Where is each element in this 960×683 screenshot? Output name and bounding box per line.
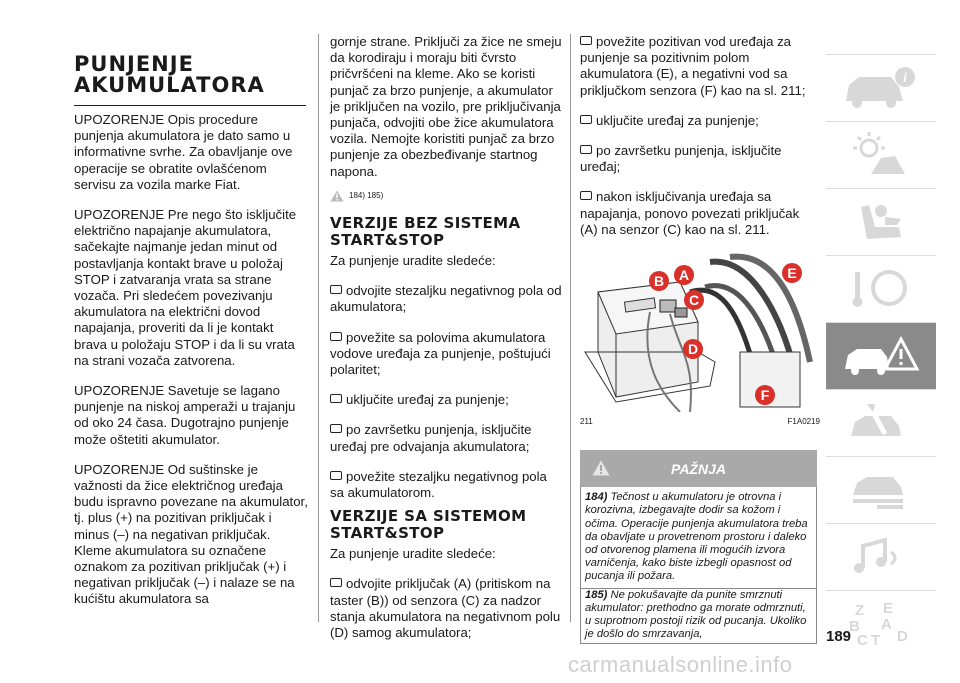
warning-number: 185) [585,588,608,601]
lead-text: Za punjenje uradite sledeće: [330,546,496,562]
svg-text:C: C [857,632,868,649]
tab-multimedia[interactable] [826,523,936,590]
svg-text:D: D [897,628,908,645]
label-badge-F [755,385,775,405]
warning-number: 184) [585,491,608,504]
bullet-icon [330,285,342,294]
bullet-icon [330,394,342,403]
battery-figure [580,252,817,412]
tab-emergency[interactable] [826,322,936,389]
page-number: 189 [826,628,852,645]
svg-text:E: E [787,265,797,282]
label-badge-A [674,265,694,285]
tab-index[interactable] [826,590,936,657]
bullet-icon [580,145,592,154]
section-title-line2: AKUMULATORA [74,73,265,97]
paragraph: UPOZORENJE Savetuje se lagano punjenje na niskoj amperaži u trajanju od oko 24 časa. Dugotrajno punjenje može oštetiti akumulator. [74,383,296,447]
list-item: povežite sa polovima akumulatora vodove uređaja za punjenje, poštujući polaritet; [330,329,551,378]
multimedia-icon [841,532,921,582]
column-divider [570,34,571,622]
bullet-icon [580,115,592,124]
warning-body [580,487,817,644]
alphabet-index-icon [841,599,921,649]
warning-header [580,450,817,487]
list-item: uključite uređaj za punjenje; [330,392,562,408]
tab-dashboard[interactable] [826,121,936,188]
steering-key-icon [841,264,921,314]
svg-text:C: C [688,292,700,309]
tab-starting-driving[interactable] [826,255,936,322]
section-title-line1: PUNJENJE [74,52,194,76]
svg-text:i: i [903,71,907,86]
list-item: po završetku punjenja, isključite uređaj; [580,143,782,175]
label-badge-B [649,271,669,291]
subsection-title: START&STOP [330,524,445,543]
tab-safety[interactable] [826,188,936,255]
label-badge-D [683,339,703,359]
maintenance-icon [841,398,921,448]
bullet-icon [330,578,342,587]
paragraph: UPOZORENJE Od suštinske je važnosti da žice električnog uređaja budu ispravno povezane na akumulator, tj. plus (+) na pozitivan priključak i minus (–) na negativan priključak. Kleme akumulatora su označene oznakom za pozitivan priključak (+) i negativan priključak (–) i nalaze se na kućištu akumulatora sa [74,461,308,607]
figure-code: F1A0219 [787,417,820,427]
bullet-icon [330,424,342,433]
list-item: odvojite stezaljku negativnog pola od akumulatora; [330,283,562,315]
svg-text:F: F [760,387,770,404]
lead-text: Za punjenje uradite sledeće: [330,253,496,269]
car-specs-icon [841,465,921,515]
car-warning-icon [841,331,921,381]
label-badge-C [684,290,704,310]
figure-caption [580,414,820,430]
title-rule [74,105,306,106]
paragraph: UPOZORENJE Pre nego što isključite električno napajanje akumulatora, sačekajte najmanje jedan minut od postavljanja kontakt brave u položaj STOP i zatvaranja vrata sa strane vozača. Pri sledećem povezivanju akumulatora na električni dovod napajanja, proveriti da li je kontakt brava u položaju STOP i da li su vrata na strani vozača zatvorena. [74,207,297,368]
list-item: odvojite priključak (A) (pritiskom na taster (B)) od senzora (C) za nadzor stanja akumulatora na negativnom polu (D) samog akumulatora; [330,576,561,641]
bullet-icon [580,36,592,45]
svg-text:A: A [881,616,892,633]
bullet-icon [330,332,342,341]
column-3 [580,34,820,644]
column-2 [330,34,562,655]
paragraph: gornje strane. Priključi za žice ne smeju da korodiraju i moraju biti čvrsto pričvršćeni na kleme. Ako se koristi punjač za brzo punjenje, a akumulator je priključen na vozilo, pre priključivanja punjača, odvojiti obe žice akumulatora vozila. Nemojte koristiti punjač za brzo punjenje za obezbeđivanje startnog napona. [330,34,562,179]
chapter-tabs [826,54,936,657]
warning-box [580,450,817,644]
bullet-icon [580,191,592,200]
dashboard-lights-icon [841,130,921,180]
svg-text:T: T [871,632,881,649]
subsection-title: START&STOP [330,231,445,250]
warning-triangle-icon [330,190,344,202]
watermark: carmanualsonline.info [568,652,793,677]
subsection-title: VERZIJE SA SISTEMOM [330,507,527,526]
figure-number: 211 [580,417,593,427]
svg-text:B: B [653,273,665,290]
car-info-icon [841,63,921,113]
subsection-title: VERZIJE BEZ SISTEMA [330,214,521,233]
list-item: nakon isključivanja uređaja sa napajanja, ponovo povezati priključak (A) na senzor (C) kao na sl. 211. [580,189,800,237]
battery-illustration [580,252,817,412]
warning-title: PAŽNJA [671,461,726,478]
warning-references [330,188,562,204]
tab-car-info[interactable] [826,54,936,121]
list-item: povežite stezaljku negativnog pola sa akumulatorom. [330,468,547,501]
warning-text: Ne pokušavajte da punite smrznuti akumulator: prethodno ga morate odmrznuti, u suprotnom postoji rizik od pucanja. Ukoliko je došlo do smrzavanja, [585,588,807,641]
seat-airbag-icon [841,197,921,247]
list-item: povežite pozitivan vod uređaja za punjenje sa pozitivnim polom akumulatora (E), a negativni vod sa priključkom senzora (F) kao na sl. 211; [580,34,806,98]
column-divider [318,34,319,622]
tab-technical-data[interactable] [826,456,936,523]
list-item: po završetku punjenja, isključite uređaj pre odvajanja akumulatora; [330,422,532,454]
svg-text:B: B [849,618,860,635]
tab-maintenance[interactable] [826,389,936,456]
svg-text:A: A [678,267,690,284]
bullet-icon [330,471,342,480]
svg-text:E: E [883,600,894,617]
warning-ref-numbers: 184) 185) [349,190,384,200]
svg-text:D: D [687,341,699,358]
svg-text:Z: Z [855,602,865,619]
column-1 [74,54,308,622]
paragraph: UPOZORENJE Opis procedure punjenja akumulatora je dato samo u informativne svrhe. Za obavljanje ove operacije se obratite ovlašćenom servisu za vozila marke Fiat. [74,112,293,192]
warning-text: Tečnost u akumulatoru je otrovna i korozivna, izbegavajte dodir sa kožom i očima. Operacije punjenja akumulatora treba da obavljate u provetrenom prostoru i daleko od otvorenog plamena ili mogućih izvora varničenja, kako biste izbegli opasnost od pucanja ili požara. [585,491,808,583]
label-badge-E [782,263,802,283]
list-item: uključite uređaj za punjenje; [580,113,820,129]
